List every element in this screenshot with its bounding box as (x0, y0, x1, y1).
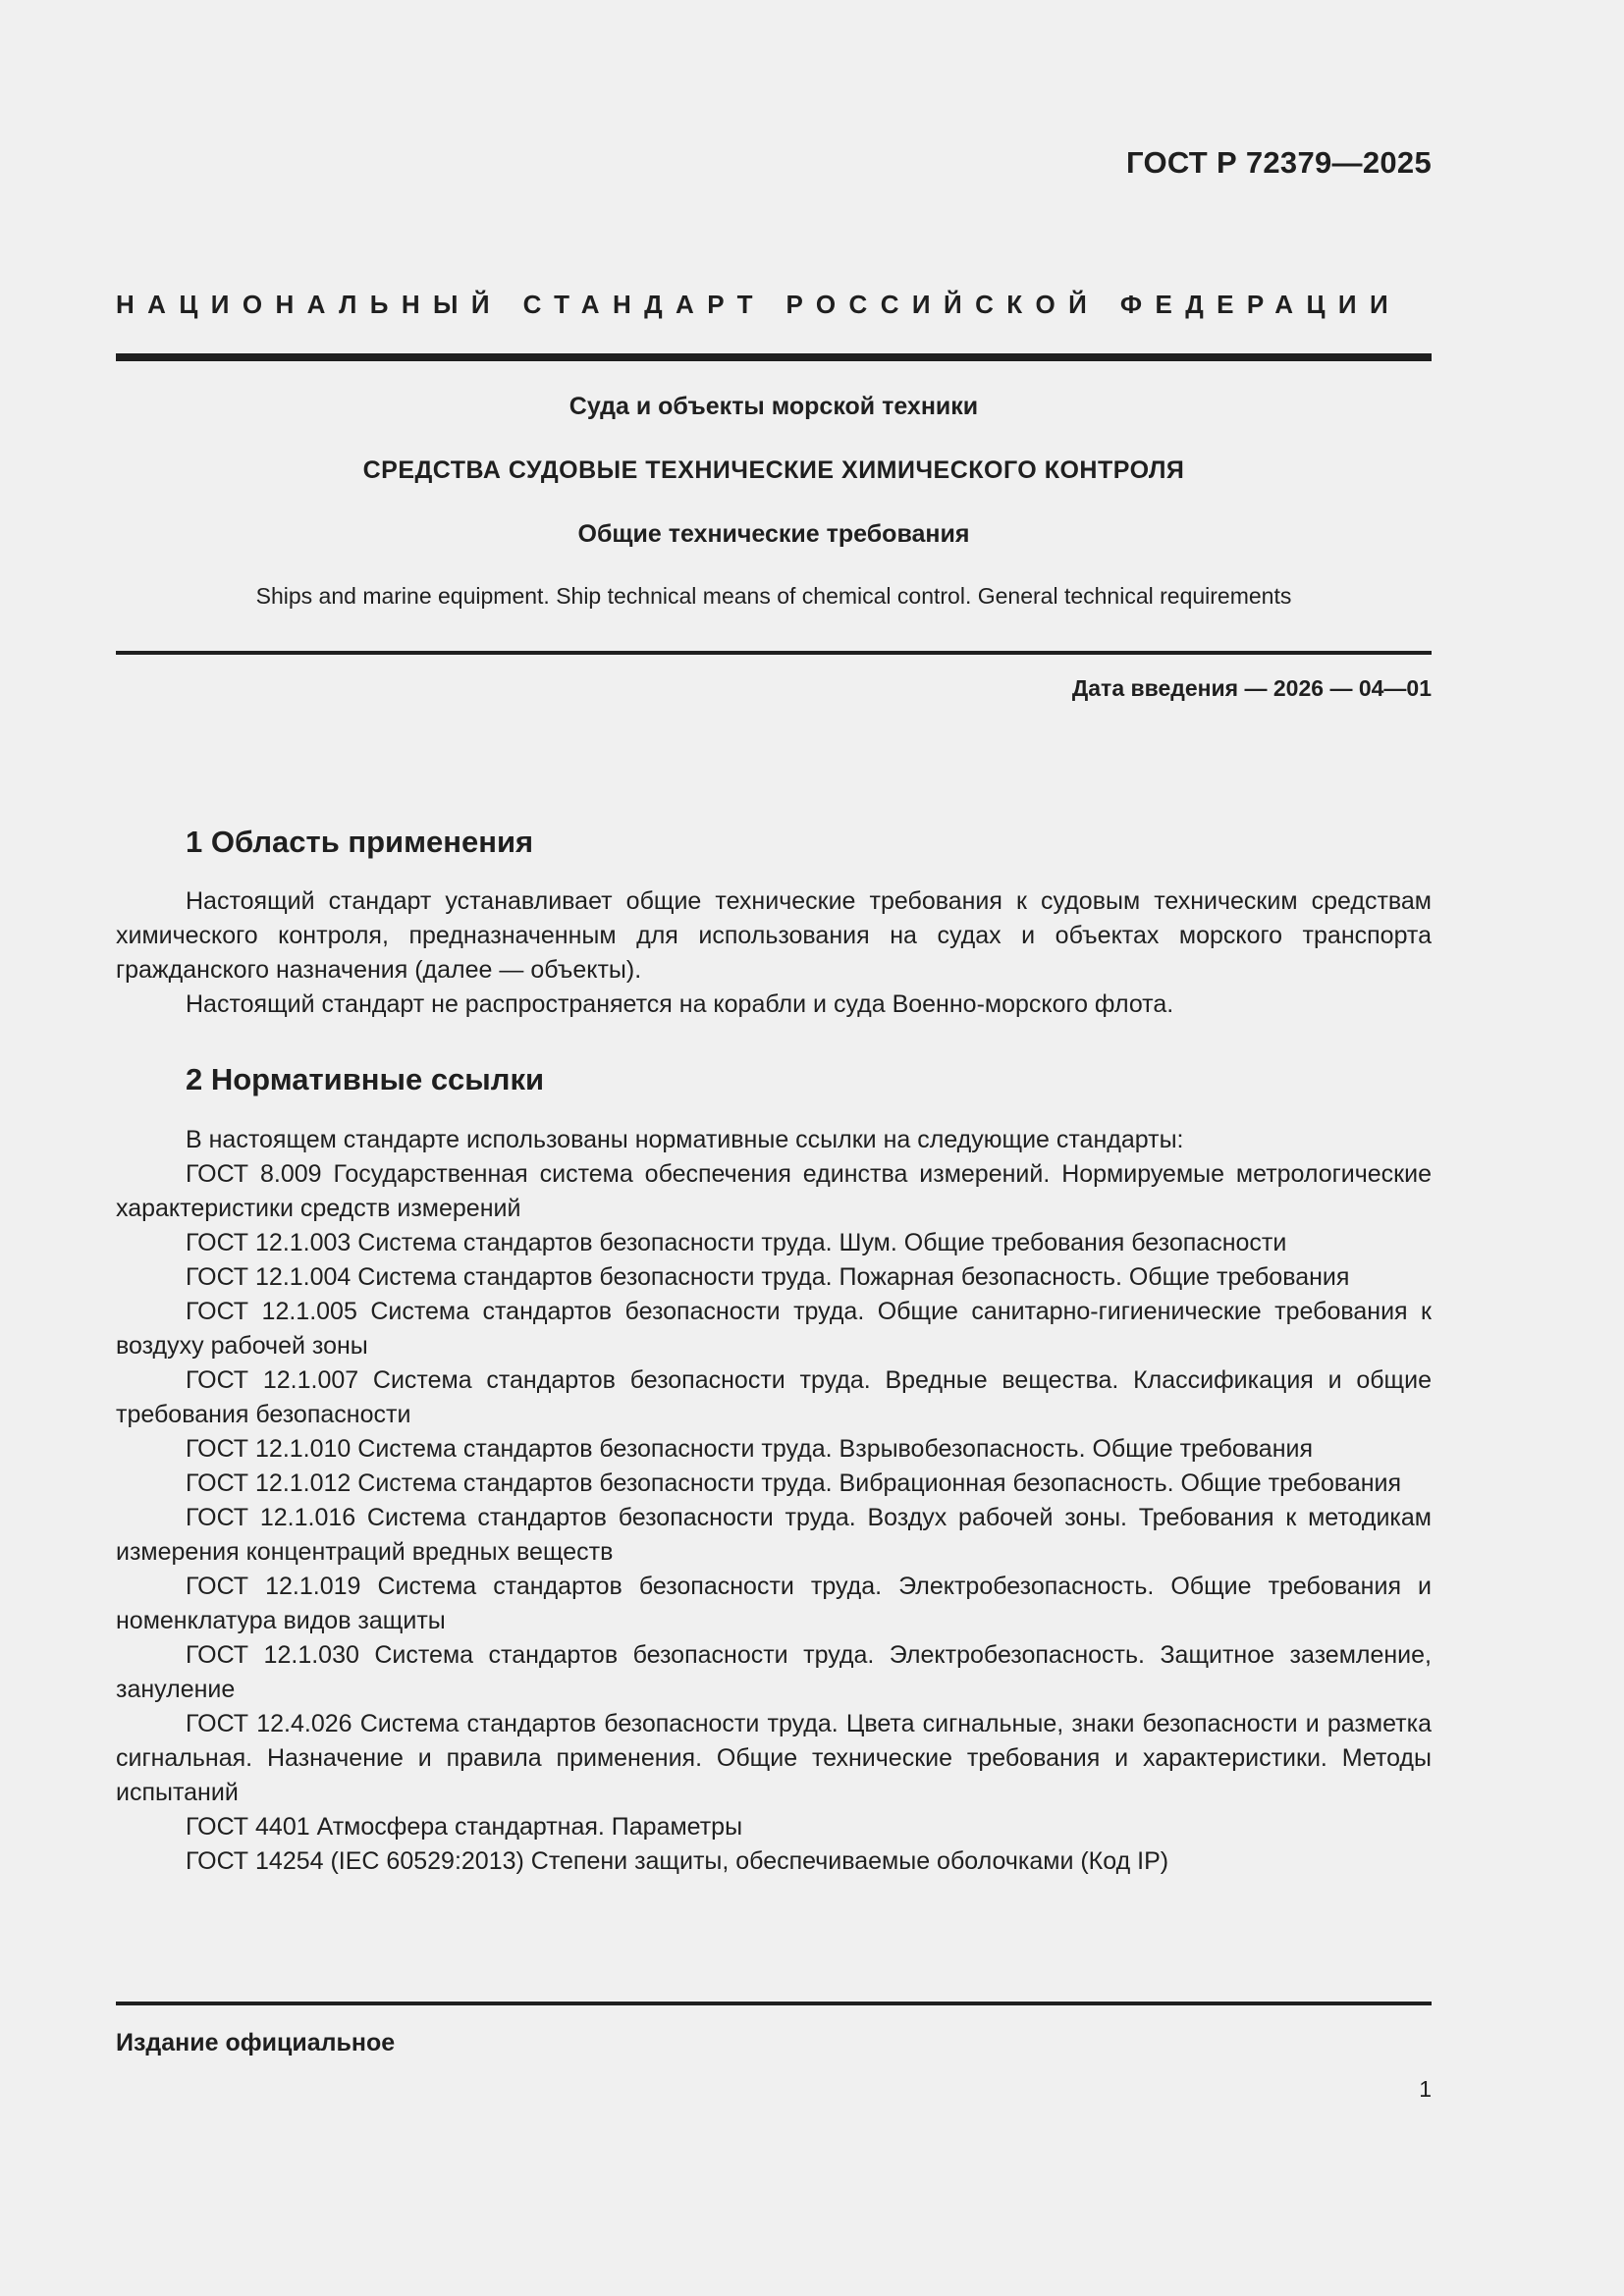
header-divider (116, 353, 1432, 361)
page-number: 1 (1419, 2076, 1432, 2102)
title-divider (116, 651, 1432, 655)
reference-item: ГОСТ 4401 Атмосфера стандартная. Параметры (186, 1813, 743, 1841)
section-title-normative-references: 2 Нормативные ссылки (186, 1062, 545, 1096)
paragraph: Настоящий стандарт устанавливает общие технические требования к судовым техническим средствам химического контроля, предназначенным для использования на судах и объектах морского транспорта гражданского назначения (далее — объекты). (116, 887, 1432, 984)
reference-item: ГОСТ 12.1.016 Система стандартов безопасности труда. Воздух рабочей зоны. Требования к методикам измерения концентраций вредных веществ (116, 1504, 1432, 1566)
english-title: Ships and marine equipment. Ship technical means of chemical control. General technical requirements (255, 583, 1292, 609)
footer-divider (116, 2002, 1432, 2005)
reference-item: ГОСТ 12.1.007 Система стандартов безопасности труда. Вредные вещества. Классификация и общие требования безопасности (116, 1366, 1432, 1428)
reference-item: ГОСТ 12.1.005 Система стандартов безопасности труда. Общие санитарно-гигиенические требования к воздуху рабочей зоны (116, 1298, 1432, 1360)
section-title-scope: 1 Область применения (186, 825, 534, 859)
paragraph: Настоящий стандарт не распространяется на корабли и суда Военно-морского флота. (186, 990, 1174, 1018)
reference-item: ГОСТ 12.4.026 Система стандартов безопасности труда. Цвета сигнальные, знаки безопасности и разметка сигнальная. Назначение и правила применения. Общие технические требования и характеристики. Методы испытаний (116, 1710, 1432, 1806)
section-references-body (116, 1123, 1432, 1879)
official-edition-label: Издание официальное (116, 2029, 396, 2056)
paragraph: В настоящем стандарте использованы нормативные ссылки на следующие стандарты: (186, 1126, 1184, 1153)
reference-item: ГОСТ 12.1.010 Система стандартов безопасности труда. Взрывобезопасность. Общие требования (186, 1435, 1314, 1463)
effective-date: Дата введения — 2026 — 04—01 (1071, 675, 1432, 701)
reference-item: ГОСТ 12.1.030 Система стандартов безопасности труда. Электробезопасность. Защитное заземление, зануление (116, 1641, 1432, 1703)
section-scope-body (116, 884, 1432, 1022)
document-title: СРЕДСТВА СУДОВЫЕ ТЕХНИЧЕСКИЕ ХИМИЧЕСКОГО КОНТРОЛЯ (362, 456, 1185, 484)
document-subtitle: Общие технические требования (577, 520, 970, 548)
reference-item: ГОСТ 12.1.004 Система стандартов безопасности труда. Пожарная безопасность. Общие требования (186, 1263, 1350, 1291)
reference-item: ГОСТ 12.1.012 Система стандартов безопасности труда. Вибрационная безопасность. Общие требования (186, 1469, 1402, 1497)
reference-item: ГОСТ 8.009 Государственная система обеспечения единства измерений. Нормируемые метрологические характеристики средств измерений (116, 1160, 1432, 1222)
national-standard-heading: НАЦИОНАЛЬНЫЙ СТАНДАРТ РОССИЙСКОЙ ФЕДЕРАЦИИ (116, 290, 1402, 319)
reference-item: ГОСТ 12.1.019 Система стандартов безопасности труда. Электробезопасность. Общие требования и номенклатура видов защиты (116, 1573, 1432, 1634)
document-code: ГОСТ Р 72379—2025 (1126, 145, 1432, 180)
reference-item: ГОСТ 12.1.003 Система стандартов безопасности труда. Шум. Общие требования безопасности (186, 1229, 1287, 1256)
reference-item: ГОСТ 14254 (IEC 60529:2013) Степени защиты, обеспечиваемые оболочками (Код IP) (186, 1847, 1169, 1875)
document-category: Суда и объекты морской техники (568, 393, 979, 420)
